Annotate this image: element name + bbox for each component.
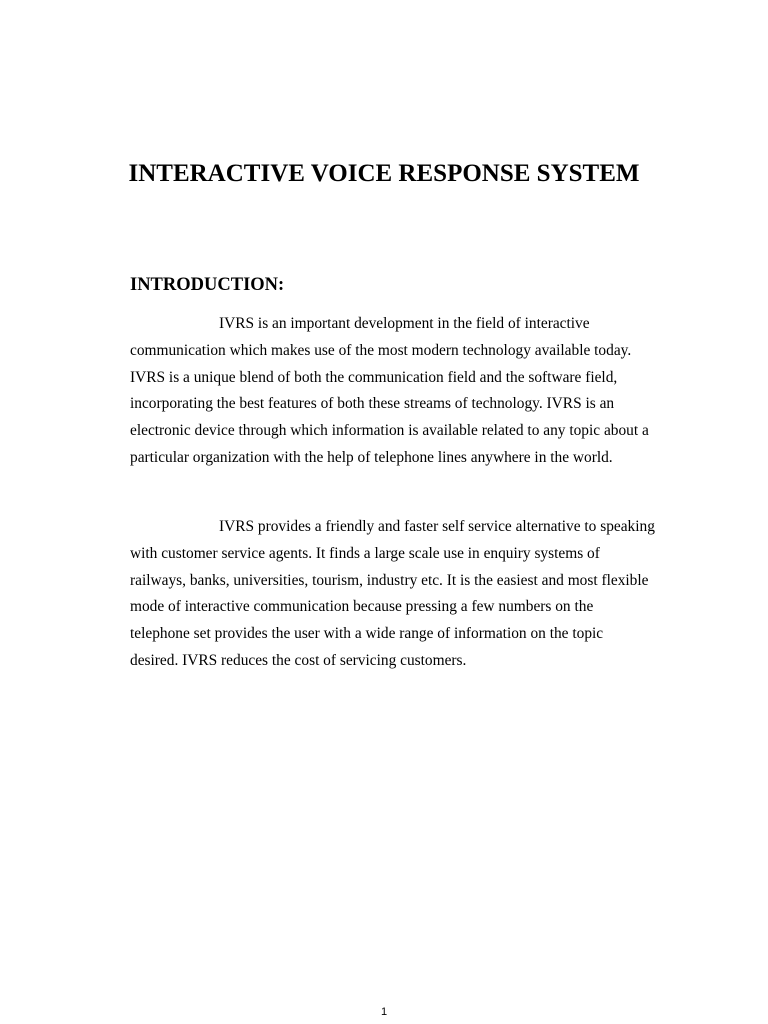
section-heading-introduction: INTRODUCTION:	[130, 275, 285, 295]
document-title: INTERACTIVE VOICE RESPONSE SYSTEM	[128, 160, 640, 187]
page-number: 1	[380, 1006, 388, 1018]
introduction-paragraph-2: IVRS provides a friendly and faster self service alternative to speaking with customer service agents. It finds a large scale use in enquiry systems of railways, banks, universities, tourism, industry etc. It is the easiest and most flexible mode of interactive communication because pressing a few numbers on the telephone set provides the user with a wide range of information on the topic desired. IVRS reduces the cost of servicing customers.	[130, 518, 655, 669]
introduction-paragraph-1: IVRS is an important development in the field of interactive communication which makes use of the most modern technology available today. IVRS is a unique blend of both the communication field and the software field, incorporating the best features of both these streams of technology. IVRS is an electronic device through which information is available related to any topic about a particular organization with the help of telephone lines anywhere in the world.	[130, 315, 649, 466]
